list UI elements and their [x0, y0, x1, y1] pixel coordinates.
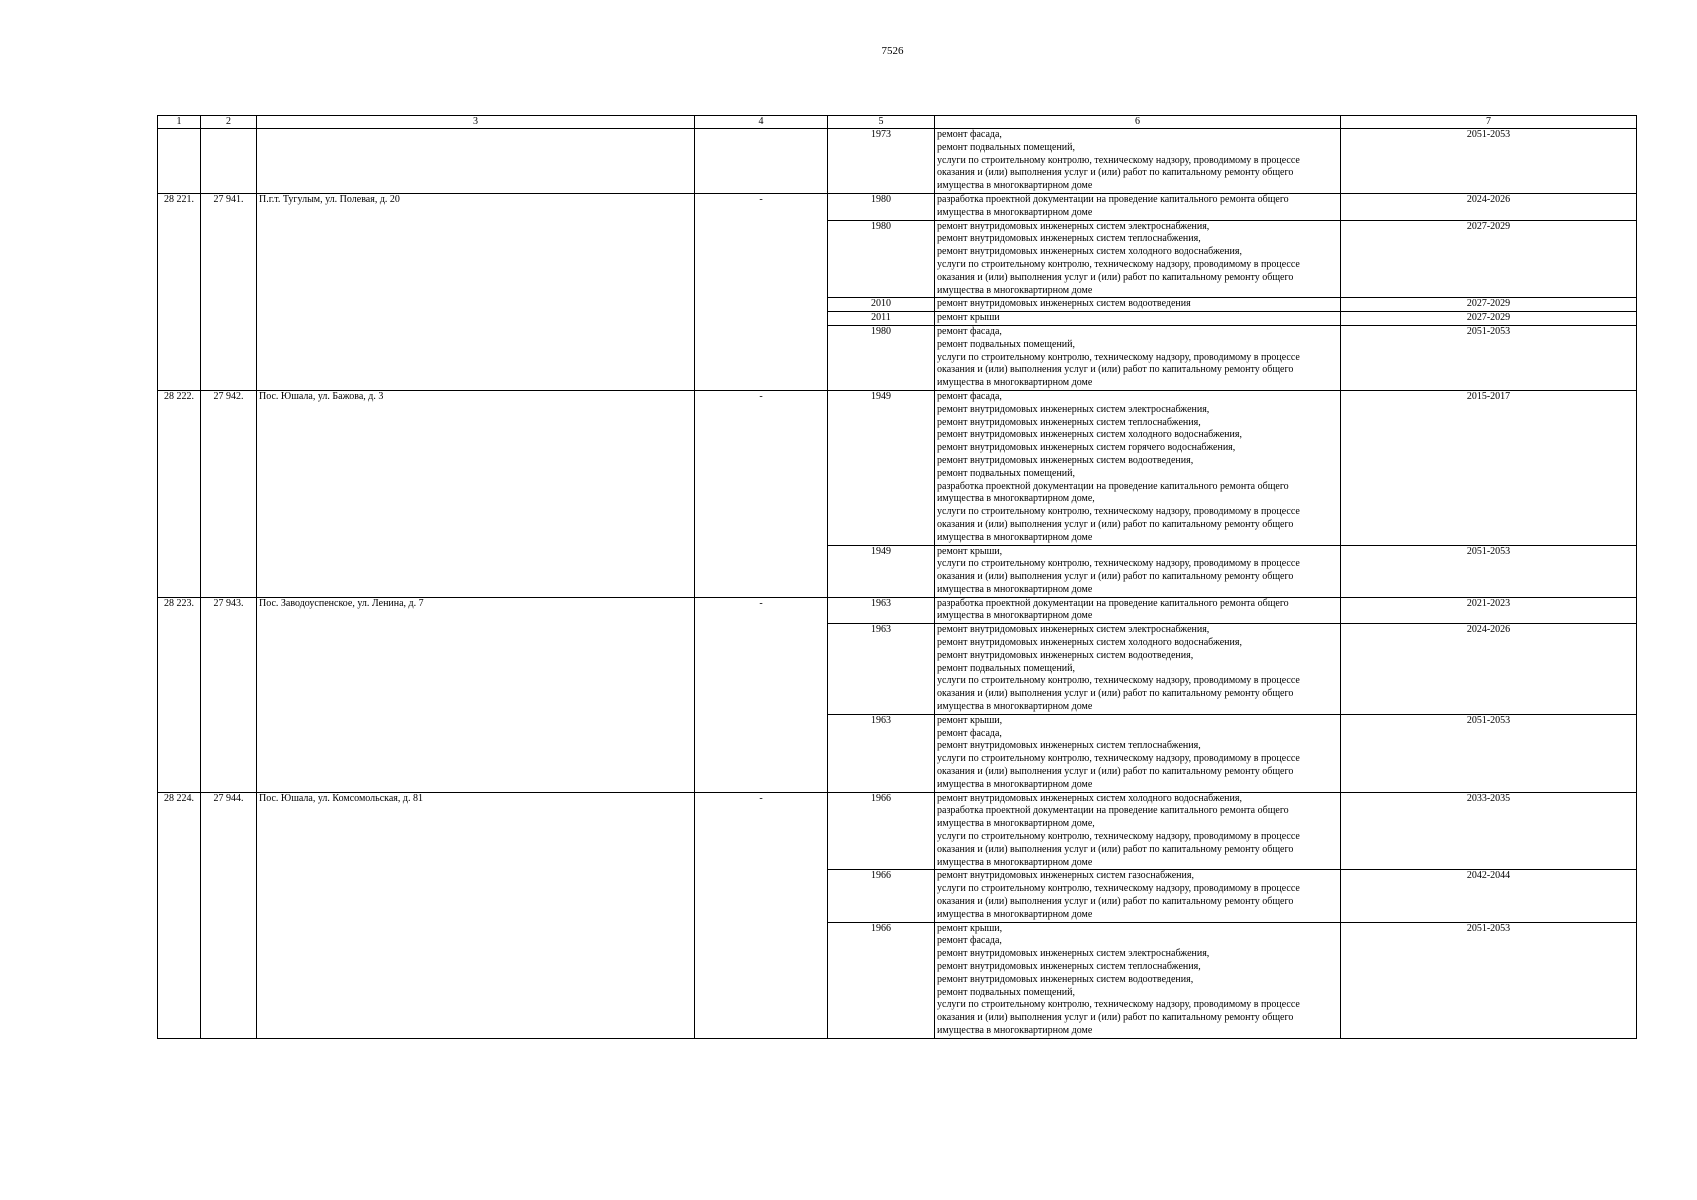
- repair-period: 2024-2026: [1341, 624, 1637, 715]
- column-number-row: [158, 116, 1637, 129]
- building-number: [201, 129, 257, 194]
- repair-period: 2015-2017: [1341, 390, 1637, 545]
- row-number: 28 224.: [158, 792, 201, 1038]
- work-types: ремонт крыши, ремонт фасада, ремонт внутридомовых инженерных систем электроснабжения, ремонт внутридомовых инженерных систем теплоснабжения, ремонт внутридомовых инженерных систем водоотведения, ремонт подвальных помещений, услуги по строительному контролю, техническому надзору, проводимому в процессе оказания и (или) выполнения услуг и (или) работ по капитальному ремонту общего имущества в многоквартирном доме: [935, 922, 1341, 1038]
- column-4-value: [695, 129, 828, 194]
- table-row: [158, 792, 1637, 870]
- repair-period: 2051-2053: [1341, 922, 1637, 1038]
- column-header: 3: [257, 116, 695, 129]
- repair-period: 2033-2035: [1341, 792, 1637, 870]
- year-value: 1966: [828, 870, 935, 922]
- building-address: Пос. Заводоуспенское, ул. Ленина, д. 7: [257, 597, 695, 792]
- capital-repair-table: [157, 115, 1637, 1039]
- year-value: 2011: [828, 312, 935, 326]
- column-header: 5: [828, 116, 935, 129]
- row-number: 28 221.: [158, 193, 201, 390]
- repair-period: 2051-2053: [1341, 129, 1637, 194]
- repair-period: 2024-2026: [1341, 193, 1637, 220]
- row-number: 28 222.: [158, 390, 201, 597]
- year-value: 1963: [828, 624, 935, 715]
- repair-period: 2051-2053: [1341, 714, 1637, 792]
- building-number: 27 944.: [201, 792, 257, 1038]
- column-4-value: -: [695, 792, 828, 1038]
- year-value: 1980: [828, 325, 935, 390]
- work-types: ремонт внутридомовых инженерных систем газоснабжения, услуги по строительному контролю, техническому надзору, проводимому в процессе оказания и (или) выполнения услуг и (или) работ по капитальному ремонту общего имущества в многоквартирном доме: [935, 870, 1341, 922]
- repair-period: 2051-2053: [1341, 325, 1637, 390]
- column-4-value: -: [695, 390, 828, 597]
- year-value: 1980: [828, 220, 935, 298]
- work-types: ремонт крыши: [935, 312, 1341, 326]
- building-number: 27 942.: [201, 390, 257, 597]
- year-value: 1973: [828, 129, 935, 194]
- table-row: [158, 390, 1637, 545]
- repair-period: 2027-2029: [1341, 220, 1637, 298]
- work-types: ремонт фасада, ремонт внутридомовых инженерных систем электроснабжения, ремонт внутридомовых инженерных систем теплоснабжения, ремонт внутридомовых инженерных систем холодного водоснабжения, ремонт внутридомовых инженерных систем горячего водоснабжения, ремонт внутридомовых инженерных систем водоотведения, ремонт подвальных помещений, разработка проектной документации на проведение капитального ремонта общего имущества в многоквартирном доме, услуги по строительному контролю, техническому надзору, проводимому в процессе оказания и (или) выполнения услуг и (или) работ по капитальному ремонту общего имущества в многоквартирном доме: [935, 390, 1341, 545]
- building-address: Пос. Юшала, ул. Комсомольская, д. 81: [257, 792, 695, 1038]
- column-4-value: -: [695, 193, 828, 390]
- repair-period: 2051-2053: [1341, 545, 1637, 597]
- table-row: [158, 597, 1637, 624]
- year-value: 2010: [828, 298, 935, 312]
- column-4-value: -: [695, 597, 828, 792]
- repair-period: 2027-2029: [1341, 312, 1637, 326]
- year-value: 1963: [828, 714, 935, 792]
- year-value: 1949: [828, 545, 935, 597]
- row-number: [158, 129, 201, 194]
- column-header: 7: [1341, 116, 1637, 129]
- building-address: Пос. Юшала, ул. Бажова, д. 3: [257, 390, 695, 597]
- work-types: ремонт внутридомовых инженерных систем водоотведения: [935, 298, 1341, 312]
- work-types: ремонт фасада, ремонт подвальных помещений, услуги по строительному контролю, техническому надзору, проводимому в процессе оказания и (или) выполнения услуг и (или) работ по капитальному ремонту общего имущества в многоквартирном доме: [935, 325, 1341, 390]
- column-header: 2: [201, 116, 257, 129]
- year-value: 1966: [828, 922, 935, 1038]
- work-types: разработка проектной документации на проведение капитального ремонта общего имущества в многоквартирном доме: [935, 193, 1341, 220]
- work-types: ремонт внутридомовых инженерных систем электроснабжения, ремонт внутридомовых инженерных систем теплоснабжения, ремонт внутридомовых инженерных систем холодного водоснабжения, услуги по строительному контролю, техническому надзору, проводимому в процессе оказания и (или) выполнения услуг и (или) работ по капитальному ремонту общего имущества в многоквартирном доме: [935, 220, 1341, 298]
- building-address: [257, 129, 695, 194]
- building-number: 27 941.: [201, 193, 257, 390]
- year-value: 1966: [828, 792, 935, 870]
- work-types: ремонт крыши, ремонт фасада, ремонт внутридомовых инженерных систем теплоснабжения, услуги по строительному контролю, техническому надзору, проводимому в процессе оказания и (или) выполнения услуг и (или) работ по капитальному ремонту общего имущества в многоквартирном доме: [935, 714, 1341, 792]
- table-row: [158, 193, 1637, 220]
- year-value: 1980: [828, 193, 935, 220]
- column-header: 6: [935, 116, 1341, 129]
- column-header: 4: [695, 116, 828, 129]
- work-types: ремонт фасада, ремонт подвальных помещений, услуги по строительному контролю, техническому надзору, проводимому в процессе оказания и (или) выполнения услуг и (или) работ по капитальному ремонту общего имущества в многоквартирном доме: [935, 129, 1341, 194]
- page-number: 7526: [881, 45, 904, 57]
- building-number: 27 943.: [201, 597, 257, 792]
- row-number: 28 223.: [158, 597, 201, 792]
- year-value: 1963: [828, 597, 935, 624]
- year-value: 1949: [828, 390, 935, 545]
- table-row: [158, 129, 1637, 194]
- column-header: 1: [158, 116, 201, 129]
- repair-period: 2027-2029: [1341, 298, 1637, 312]
- work-types: ремонт крыши, услуги по строительному контролю, техническому надзору, проводимому в процессе оказания и (или) выполнения услуг и (или) работ по капитальному ремонту общего имущества в многоквартирном доме: [935, 545, 1341, 597]
- work-types: ремонт внутридомовых инженерных систем электроснабжения, ремонт внутридомовых инженерных систем холодного водоснабжения, ремонт внутридомовых инженерных систем водоотведения, ремонт подвальных помещений, услуги по строительному контролю, техническому надзору, проводимому в процессе оказания и (или) выполнения услуг и (или) работ по капитальному ремонту общего имущества в многоквартирном доме: [935, 624, 1341, 715]
- repair-period: 2021-2023: [1341, 597, 1637, 624]
- work-types: разработка проектной документации на проведение капитального ремонта общего имущества в многоквартирном доме: [935, 597, 1341, 624]
- work-types: ремонт внутридомовых инженерных систем холодного водоснабжения, разработка проектной документации на проведение капитального ремонта общего имущества в многоквартирном доме, услуги по строительному контролю, техническому надзору, проводимому в процессе оказания и (или) выполнения услуг и (или) работ по капитальному ремонту общего имущества в многоквартирном доме: [935, 792, 1341, 870]
- building-address: П.г.т. Тугулым, ул. Полевая, д. 20: [257, 193, 695, 390]
- repair-period: 2042-2044: [1341, 870, 1637, 922]
